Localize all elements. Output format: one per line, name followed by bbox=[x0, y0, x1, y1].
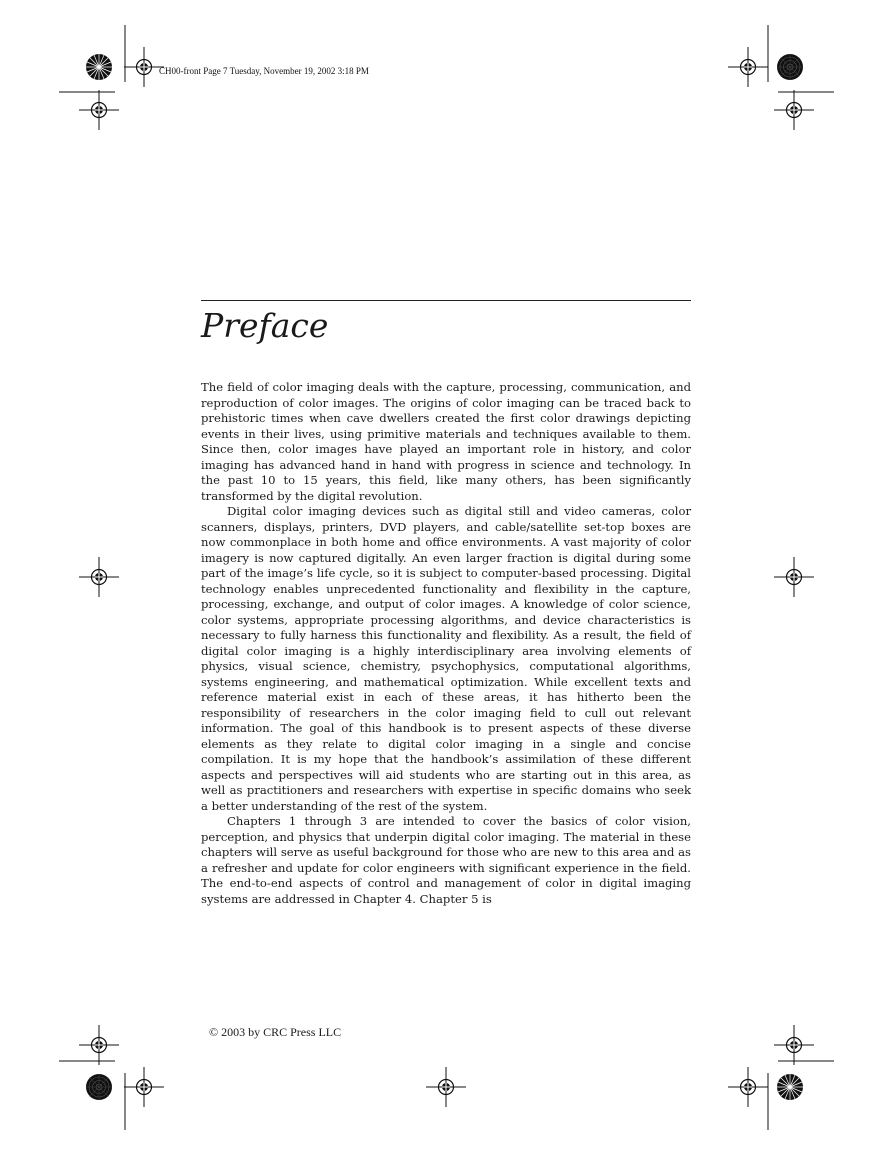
page-title: Preface bbox=[201, 306, 329, 345]
registration-mark-icon bbox=[728, 47, 768, 87]
registration-mark-icon bbox=[79, 557, 119, 597]
paragraph: The field of color imaging deals with the capture, processing, communication, and reproduction of color images. The origins of color imaging can be traced back to prehistoric times when cave dwellers created the first color drawings depicting events in their lives, using primitive materials and techniques available to them. Since then, color images have played an important role in history, and color imaging has advanced hand in hand with progress in science and technology. In the past 10 to 15 years, this field, like many others, has been significantly transformed by the digital revolution. bbox=[201, 380, 691, 503]
star-target-icon bbox=[777, 1074, 803, 1100]
star-target-icon bbox=[777, 54, 803, 80]
registration-mark-icon bbox=[124, 1067, 164, 1107]
registration-mark-icon bbox=[79, 1025, 119, 1065]
registration-mark-icon bbox=[774, 557, 814, 597]
registration-mark-icon bbox=[426, 1067, 466, 1107]
star-target-icon bbox=[86, 1074, 112, 1100]
registration-mark-icon bbox=[728, 1067, 768, 1107]
registration-mark-icon bbox=[774, 90, 814, 130]
title-rule bbox=[201, 300, 691, 301]
registration-mark-icon bbox=[79, 90, 119, 130]
registration-mark-icon bbox=[124, 47, 164, 87]
body-text bbox=[201, 380, 691, 907]
star-target-icon bbox=[86, 54, 112, 80]
print-slug: CH00-front Page 7 Tuesday, November 19, 2002 3:18 PM bbox=[159, 66, 369, 76]
copyright-notice: © 2003 by CRC Press LLC bbox=[209, 1025, 342, 1039]
registration-mark-icon bbox=[774, 1025, 814, 1065]
paragraph: Digital color imaging devices such as digital still and video cameras, color scanners, displays, printers, DVD players, and cable/satellite set-top boxes are now commonplace in both home and office environments. A vast majority of color imagery is now captured digitally. An even larger fraction is digital during some part of the image’s life cycle, so it is subject to computer-based processing. Digital technology enables unprecedented functionality and flexibility in the capture, processing, exchange, and output of color images. A knowledge of color science, color systems, appropriate processing algorithms, and device characteristics is necessary to fully harness this functionality and flexibility. As a result, the field of digital color imaging is a highly interdisciplinary area involving elements of physics, visual science, chemistry, psychophysics, computational algorithms, systems engineering, and mathematical optimization. While excellent texts and reference material exist in each of these areas, it has hitherto been the responsibility of researchers in the color imaging field to cull out relevant information. The goal of this handbook is to present aspects of these diverse elements as they relate to digital color imaging in a single and concise compilation. It is my hope that the handbook’s assimilation of these different aspects and perspectives will aid students who are starting out in this area, as well as practitioners and researchers with expertise in specific domains who seek a better understanding of the rest of the system. bbox=[201, 504, 691, 813]
paragraph: Chapters 1 through 3 are intended to cover the basics of color vision, perception, and physics that underpin digital color imaging. The material in these chapters will serve as useful background for those who are new to this area and as a refresher and update for color engineers with significant experience in the field. The end-to-end aspects of control and management of color in digital imaging systems are addressed in Chapter 4. Chapter 5 is bbox=[201, 814, 691, 906]
